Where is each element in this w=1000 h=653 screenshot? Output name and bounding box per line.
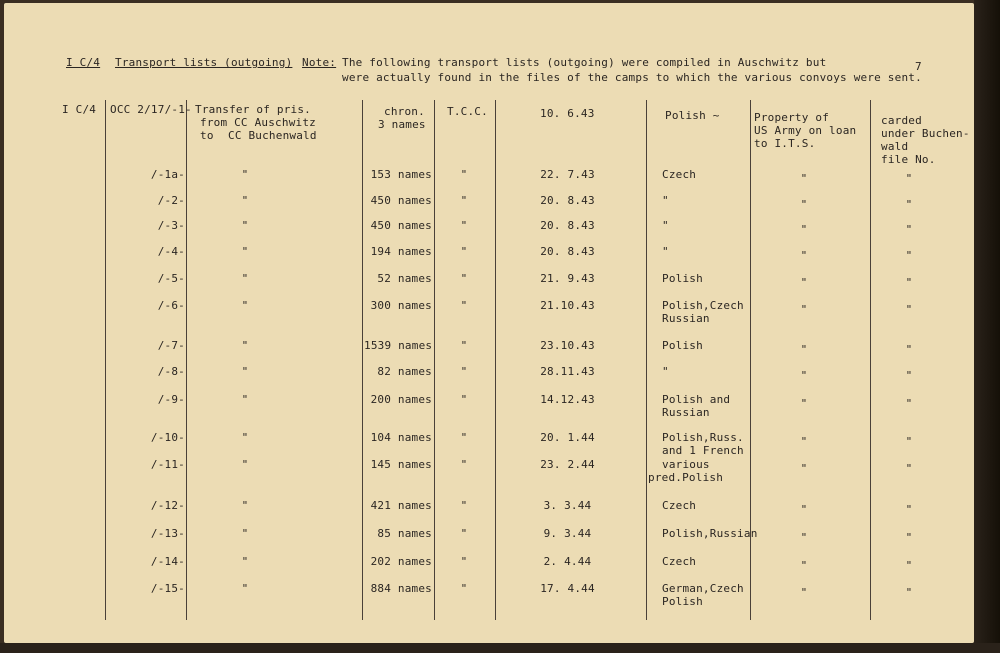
chron-label: chron. [384, 105, 425, 118]
row-property-ditto: " [800, 249, 808, 262]
desc-line-1: Transfer of pris. [195, 103, 311, 116]
row-date: 20. 8.43 [540, 245, 595, 258]
row-date: 14.12.43 [540, 393, 595, 406]
property-line-2: US Army on loan [754, 124, 857, 137]
document-page [4, 3, 974, 643]
section-code: I C/4 [66, 56, 101, 69]
row-desc-ditto: " [241, 365, 249, 378]
row-desc-ditto: " [241, 431, 249, 444]
row-tcc-ditto: " [460, 527, 468, 540]
property-line-3: to I.T.S. [754, 137, 816, 150]
row-tcc-ditto: " [460, 582, 468, 595]
note-line-1: The following transport lists (outgoing) were compiled in Auschwitz but [342, 56, 827, 69]
row-names-count: 82 names [377, 365, 432, 378]
row-carded-ditto: " [905, 369, 913, 382]
row-section-code: I C/4 [62, 103, 97, 116]
row-date: 17. 4.44 [540, 582, 595, 595]
row-property-ditto: " [800, 435, 808, 448]
desc-line-2: from CC Auschwitz [200, 116, 316, 129]
row-date: 28.11.43 [540, 365, 595, 378]
row-names-count: 202 names [370, 555, 432, 568]
row-nationality: " [662, 194, 669, 207]
row-nationality: various [662, 458, 710, 471]
column-rule [434, 100, 435, 620]
row-ref: /-6- [157, 299, 185, 312]
page-shadow-edge [974, 0, 1000, 653]
row-property-ditto: " [800, 503, 808, 516]
row-names-count: 194 names [370, 245, 432, 258]
row-desc-ditto: " [241, 582, 249, 595]
column-rule [646, 100, 647, 620]
row-names-count: 104 names [370, 431, 432, 444]
row-desc-ditto: " [241, 219, 249, 232]
row-tcc-ditto: " [460, 168, 468, 181]
row-desc-ditto: " [241, 245, 249, 258]
row-nationality: Polish,Russian [662, 527, 758, 540]
row-property-ditto: " [800, 397, 808, 410]
row-date: 23. 2.44 [540, 458, 595, 471]
row-carded-ditto: " [905, 223, 913, 236]
tcc-header: T.C.C. [447, 105, 488, 118]
row-nationality: " [662, 365, 669, 378]
row-names-count: 421 names [370, 499, 432, 512]
row-names-count: 85 names [377, 527, 432, 540]
row-desc-ditto: " [241, 458, 249, 471]
row-tcc-ditto: " [460, 194, 468, 207]
row-property-ditto: " [800, 462, 808, 475]
row-desc-ditto: " [241, 168, 249, 181]
row-date: 21.10.43 [540, 299, 595, 312]
row-carded-ditto: " [905, 559, 913, 572]
row-nationality-line-2: Russian [662, 406, 710, 419]
row-carded-ditto: " [905, 343, 913, 356]
row-ref: /-15- [150, 582, 185, 595]
row-carded-ditto: " [905, 198, 913, 211]
row-carded-ditto: " [905, 276, 913, 289]
row-names-count: 450 names [370, 194, 432, 207]
row-carded-ditto: " [905, 249, 913, 262]
note-line-2: were actually found in the files of the camps to which the various convoys were sent. [342, 71, 922, 84]
row-property-ditto: " [800, 369, 808, 382]
row-ref: /-5- [157, 272, 185, 285]
row-desc-ditto: " [241, 527, 249, 540]
row-nationality-line-2: pred.Polish [648, 471, 724, 484]
desc-line-3b: CC Buchenwald [228, 129, 317, 142]
row-carded-ditto: " [905, 531, 913, 544]
row-desc-ditto: " [241, 393, 249, 406]
row-nationality: Czech [662, 168, 697, 181]
row-tcc-ditto: " [460, 219, 468, 232]
row-tcc-ditto: " [460, 245, 468, 258]
row-names-count: 884 names [370, 582, 432, 595]
property-line-1: Property of [754, 111, 830, 124]
row-ref: /-8- [157, 365, 185, 378]
row-date: 2. 4.44 [543, 555, 592, 568]
row-names-count: 450 names [370, 219, 432, 232]
row-carded-ditto: " [905, 435, 913, 448]
row-ref: /-14- [150, 555, 185, 568]
carded-line-3: wald [881, 140, 909, 153]
row-nationality: Polish and [662, 393, 731, 406]
row-names-count: 153 names [370, 168, 432, 181]
row-ref: /-12- [150, 499, 185, 512]
row-desc-ditto: " [241, 339, 249, 352]
row-date: 22. 7.43 [540, 168, 595, 181]
row-date: 20. 8.43 [540, 219, 595, 232]
row-desc-ditto: " [241, 272, 249, 285]
row-ref: /-9- [157, 393, 185, 406]
row-desc-ditto: " [241, 299, 249, 312]
row-carded-ditto: " [905, 462, 913, 475]
row-tcc-ditto: " [460, 299, 468, 312]
row-tcc-ditto: " [460, 339, 468, 352]
row-ref: /-1a- [150, 168, 185, 181]
row-carded-ditto: " [905, 503, 913, 516]
row-property-ditto: " [800, 531, 808, 544]
column-rule [186, 100, 187, 620]
row-ref: /-4- [157, 245, 185, 258]
row-names-count: 145 names [370, 458, 432, 471]
row-carded-ditto: " [905, 172, 913, 185]
page-title: Transport lists (outgoing) [115, 56, 293, 69]
row-carded-ditto: " [905, 397, 913, 410]
carded-line-1: carded [881, 114, 922, 127]
row-names-count: 52 names [377, 272, 432, 285]
note-label: Note: [302, 56, 337, 69]
row-tcc-ditto: " [460, 272, 468, 285]
desc-line-3a: to [200, 129, 214, 142]
row-property-ditto: " [800, 303, 808, 316]
row-nationality: Czech [662, 499, 697, 512]
row-nationality: Polish [662, 272, 703, 285]
row-nationality: Polish,Russ. [662, 431, 744, 444]
row-tcc-ditto: " [460, 458, 468, 471]
row-ref: /-7- [157, 339, 185, 352]
first-row-ref: OCC 2/17/-1- [110, 103, 192, 116]
chron-count: 3 names [378, 118, 426, 131]
row-nationality: Czech [662, 555, 697, 568]
row-ref: /-11- [150, 458, 185, 471]
row-names-count: 200 names [370, 393, 432, 406]
page-number: 7 [915, 60, 922, 73]
carded-line-2: under Buchen- [881, 127, 970, 140]
column-rule [105, 100, 106, 620]
row-property-ditto: " [800, 586, 808, 599]
row-ref: /-2- [157, 194, 185, 207]
row-nationality: " [662, 245, 669, 258]
first-row-nationality: Polish ~ [665, 109, 720, 122]
row-property-ditto: " [800, 276, 808, 289]
row-date: 3. 3.44 [543, 499, 592, 512]
column-rule [870, 100, 871, 620]
row-tcc-ditto: " [460, 365, 468, 378]
row-tcc-ditto: " [460, 555, 468, 568]
row-names-count: 1539 names [364, 339, 433, 352]
row-names-count: 300 names [370, 299, 432, 312]
row-tcc-ditto: " [460, 393, 468, 406]
row-ref: /-10- [150, 431, 185, 444]
row-tcc-ditto: " [460, 499, 468, 512]
row-date: 21. 9.43 [540, 272, 595, 285]
row-nationality-line-2: Russian [662, 312, 710, 325]
row-nationality: German,Czech [662, 582, 744, 595]
row-ref: /-3- [157, 219, 185, 232]
row-date: 23.10.43 [540, 339, 595, 352]
row-property-ditto: " [800, 343, 808, 356]
first-row-date: 10. 6.43 [540, 107, 595, 120]
page-bottom-edge [0, 643, 1000, 653]
row-tcc-ditto: " [460, 431, 468, 444]
row-nationality-line-2: Polish [662, 595, 703, 608]
row-property-ditto: " [800, 198, 808, 211]
row-date: 20. 8.43 [540, 194, 595, 207]
row-property-ditto: " [800, 223, 808, 236]
carded-line-4: file No. [881, 153, 936, 166]
column-rule [362, 100, 363, 620]
row-date: 20. 1.44 [540, 431, 595, 444]
row-date: 9. 3.44 [543, 527, 592, 540]
row-carded-ditto: " [905, 303, 913, 316]
row-property-ditto: " [800, 172, 808, 185]
row-carded-ditto: " [905, 586, 913, 599]
column-rule [495, 100, 496, 620]
row-property-ditto: " [800, 559, 808, 572]
row-desc-ditto: " [241, 194, 249, 207]
row-desc-ditto: " [241, 499, 249, 512]
row-desc-ditto: " [241, 555, 249, 568]
row-nationality: Polish,Czech [662, 299, 744, 312]
row-nationality: " [662, 219, 669, 232]
row-nationality-line-2: and 1 French [662, 444, 744, 457]
row-ref: /-13- [150, 527, 185, 540]
row-nationality: Polish [662, 339, 703, 352]
